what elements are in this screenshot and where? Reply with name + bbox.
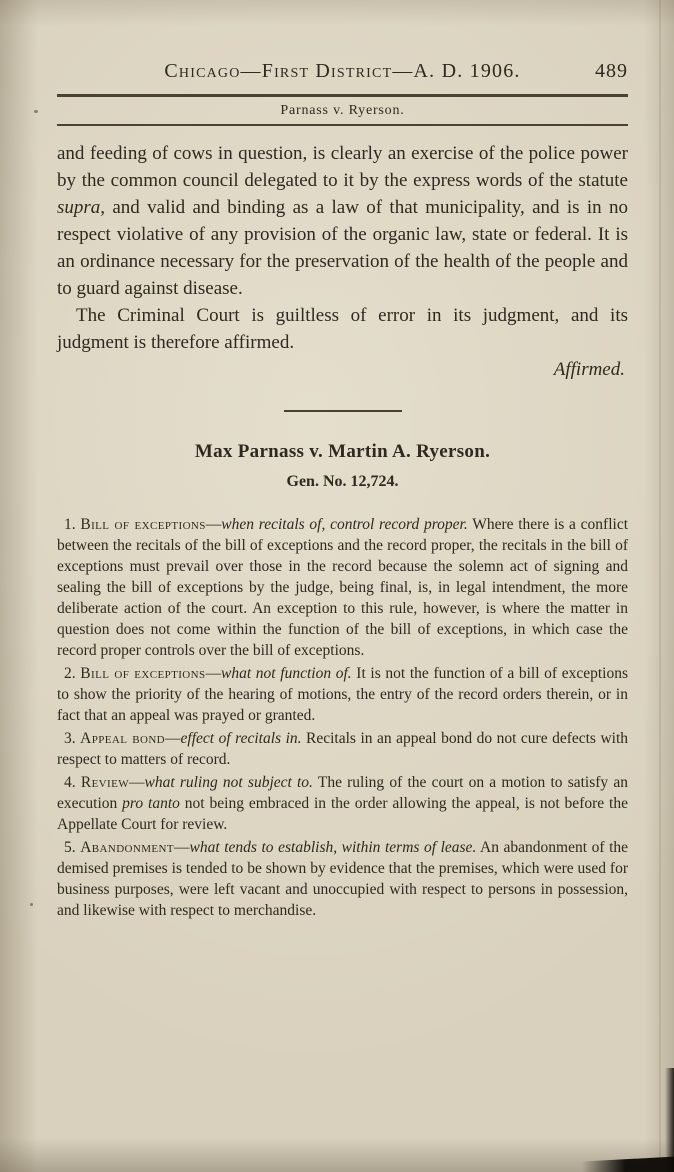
syllabus [57,514,628,921]
header-title: Chicago—First District—A. D. 1906. [164,60,521,82]
case-heading [57,441,628,491]
case-gen-number: Gen. No. 12,724. [286,473,399,490]
running-head: Parnass v. Ryerson. [280,103,405,118]
scan-artifact-speck [30,903,33,906]
scan-artifact-speck [34,110,38,113]
section-divider [284,410,402,412]
opinion-body [57,140,628,383]
scan-artifact-corner-mark [582,1157,674,1172]
opinion-paragraph-2: The Criminal Court is guiltless of error in its judgment, and its judgment is therefore affirmed. [57,305,628,353]
opinion-paragraph-1: and feeding of cows in question, is clearly an exercise of the police power by the common council delegated to it by the express words of the statute supra, and valid and binding as a law of that municipality, and is in no respect violative of any provision of the organic law, state or federal. It is an ordinance necessary for the preservation of the health of the people and to guard against disease. [57,143,628,299]
page-header [57,60,628,126]
syllabus-item-2: 2. Bill of exceptions—what not function of. It is not the function of a bill of exceptions to show the priority of the hearing of motions, the entry of the record orders therein, or in fact that an appeal was prayed or granted. [57,665,629,724]
syllabus-item-3: 3. Appeal bond—effect of recitals in. Recitals in an appeal bond do not cure defects with respect to matters of record. [57,730,629,768]
syllabus-item-1: 1. Bill of exceptions—when recitals of, control record proper. Where there is a conflict between the recitals of the bill of exceptions and the record proper, the recitals in the bill of exceptions must prevail over those in the record because the solemn act of signing and sealing the bill of exceptions by the judge, being final, is, in legal intendment, the more deliberate action of the court. An exception to this rule, however, is where the matter in question does not come within the function of the bill of exceptions, in which case the record proper controls over the bill of exceptions. [57,516,629,659]
header-line [57,60,628,86]
case-title: Max Parnass v. Martin A. Ryerson. [194,441,491,462]
page-content [57,0,628,923]
scan-artifact-crease [659,0,661,1172]
syllabus-item-4: 4. Review—what ruling not subject to. The ruling of the court on a motion to satisfy an execution pro tanto not being embraced in the order allowing the appeal, is not before the Appellate Court for review. [57,774,629,833]
syllabus-item-5: 5. Abandonment—what tends to establish, within terms of lease. An abandonment of the demised premises is tended to be shown by evidence that the premises, which were used for business purposes, were left vacant and unoccupied with respect to persons in possession, and likewise with respect to merchandise. [57,839,629,919]
page-number: 489 [595,60,628,82]
disposition: Affirmed. [553,359,625,380]
header-rule-bottom [57,124,628,126]
